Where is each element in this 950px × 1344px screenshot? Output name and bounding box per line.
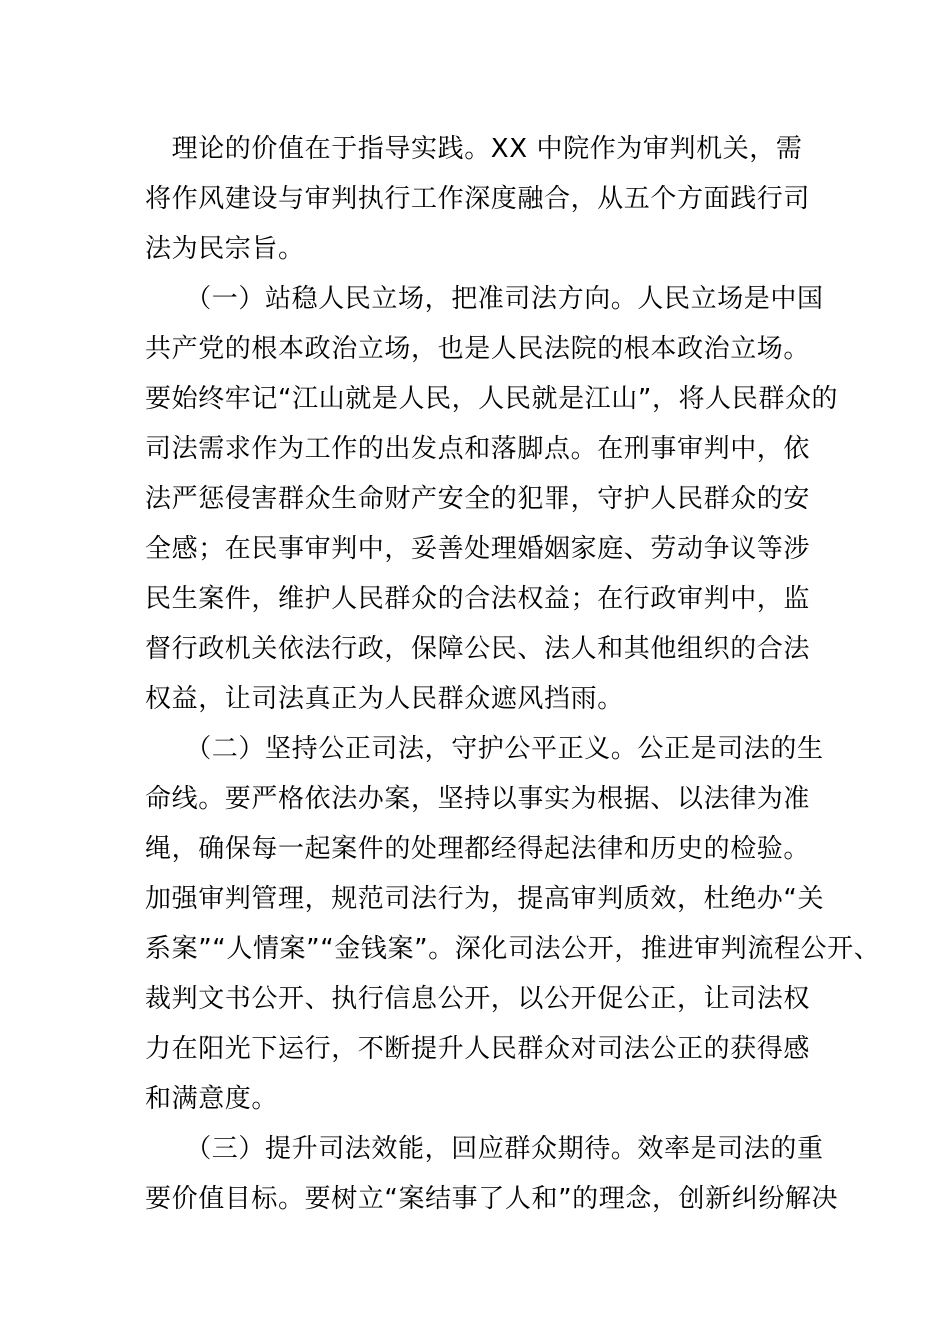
text-line: 命线。要严格依法办案，坚持以事实为根据、以法律为准 xyxy=(145,784,811,814)
text-line: （三）提升司法效能，回应群众期待。效率是司法的重 xyxy=(145,1134,824,1164)
text-line: 司法需求作为工作的出发点和落脚点。在刑事审判中，依 xyxy=(145,434,811,464)
text-line: 全感；在民事审判中，妥善处理婚姻家庭、劳动争议等涉 xyxy=(145,534,811,564)
text-line: 法严惩侵害群众生命财产安全的犯罪，守护人民群众的安 xyxy=(145,484,811,514)
text-line: 共产党的根本政治立场，也是人民法院的根本政治立场。 xyxy=(145,334,811,364)
text-line: 裁判文书公开、执行信息公开，以公开促公正，让司法权 xyxy=(145,984,811,1014)
text-line: 系案”“人情案”“金钱案”。深化司法公开，推进审判流程公开、 xyxy=(145,934,881,964)
text-line: 力在阳光下运行，不断提升人民群众对司法公正的获得感 xyxy=(145,1034,811,1064)
text-line: 要始终牢记“江山就是人民，人民就是江山”，将人民群众的 xyxy=(145,384,839,414)
text-line: 和满意度。 xyxy=(145,1084,279,1114)
text-line: 权益，让司法真正为人民群众遮风挡雨。 xyxy=(145,684,624,714)
text-line: 绳，确保每一起案件的处理都经得起法律和历史的检验。 xyxy=(145,834,811,864)
text-line: 民生案件，维护人民群众的合法权益；在行政审判中，监 xyxy=(145,584,811,614)
text-line: 督行政机关依法行政，保障公民、法人和其他组织的合法 xyxy=(145,634,811,664)
text-line: 理论的价值在于指导实践。XX 中院作为审判机关，需 xyxy=(145,134,803,164)
text-line: 法为民宗旨。 xyxy=(145,234,305,264)
text-line: （二）坚持公正司法，守护公平正义。公正是司法的生 xyxy=(145,734,824,764)
text-line: （一）站稳人民立场，把准司法方向。人民立场是中国 xyxy=(145,284,824,314)
text-line: 将作风建设与审判执行工作深度融合，从五个方面践行司 xyxy=(145,184,811,214)
text-line: 要价值目标。要树立“案结事了人和”的理念，创新纠纷解决 xyxy=(145,1184,839,1214)
text-line: 加强审判管理，规范司法行为，提高审判质效，杜绝办“关 xyxy=(145,884,825,914)
